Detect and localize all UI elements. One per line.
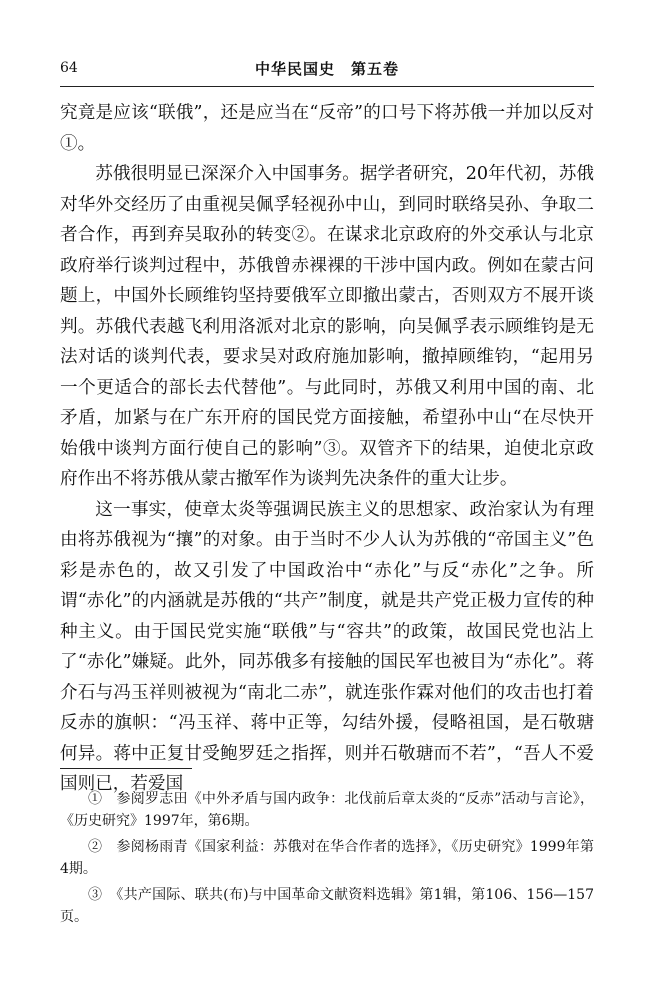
header-rule	[60, 86, 594, 87]
footnotes	[60, 788, 594, 932]
paragraph-red-debate: 这一事实，使章太炎等强调民族主义的思想家、政治家认为有理由将苏俄视为“攘”的对象。由于当时不少人认为苏俄的“帝国主义”色彩是赤色的，故又引发了中国政治中“赤化”与反“赤化”之争。所谓“赤化”的内涵就是苏俄的“共产”制度，就是共产党正极力宣传的种种主义。由于国民党实施“联俄”与“容共”的政策，故国民党也沾上了“赤化”嫌疑。此外，同苏俄多有接触的国民军也被目为“赤化”。蒋介石与冯玉祥则被视为“南北二赤”，就连张作霖对他们的攻击也打着反赤的旗帜：“冯玉祥、蒋中正等，勾结外援，侵略祖国，是石敬瑭何异。蒋中正复甘受鲍罗廷之指挥，则并石敬瑭而不若”，“吾人不爱国则已，若爱国	[60, 499, 594, 794]
body-text	[60, 98, 594, 800]
footnote-1: ① 参阅罗志田《中外矛盾与国内政争：北伐前后章太炎的“反赤”活动与言论》，《历史研究》1997年，第6期。	[60, 791, 594, 829]
footnote-3: ③ 《共产国际、联共(布)与中国革命文献资料选辑》第1辑，第106、156—157页。	[60, 887, 594, 925]
footnote-2: ② 参阅杨雨青《国家利益：苏俄对在华合作者的选择》，《历史研究》1999年第4期。	[60, 839, 594, 877]
paragraph-soviet-involvement: 苏俄很明显已深深介入中国事务。据学者研究，20年代初，苏俄对华外交经历了由重视吴佩孚轻视孙中山，到同时联络吴孙、争取二者合作，再到弃吴取孙的转变②。在谋求北京政府的外交承认与北京政府举行谈判过程中，苏俄曾赤裸裸的干涉中国内政。例如在蒙古问题上，中国外长顾维钧坚持要俄军立即撤出蒙古，否则双方不展开谈判。苏俄代表越飞利用洛派对北京的影响，向吴佩孚表示顾维钧是无法对话的谈判代表，要求吴对政府施加影响，撤掉顾维钧，“起用另一个更适合的部长去代替他”。与此同时，苏俄又利用中国的南、北矛盾，加紧与在广东开府的国民党方面接触，希望孙中山“在尽快开始俄中谈判方面行使自己的影响”③。双管齐下的结果，迫使北京政府作出不将苏俄从蒙古撤军作为谈判先决条件的重大让步。	[60, 164, 594, 489]
page-number: 64	[60, 60, 78, 76]
paragraph-continuation: 究竟是应该“联俄”，还是应当在“反帝”的口号下将苏俄一并加以反对①。	[60, 103, 594, 154]
running-title: 中华民国史 第五卷	[254, 60, 399, 78]
page-header	[60, 58, 594, 82]
footnote-rule	[60, 768, 192, 769]
